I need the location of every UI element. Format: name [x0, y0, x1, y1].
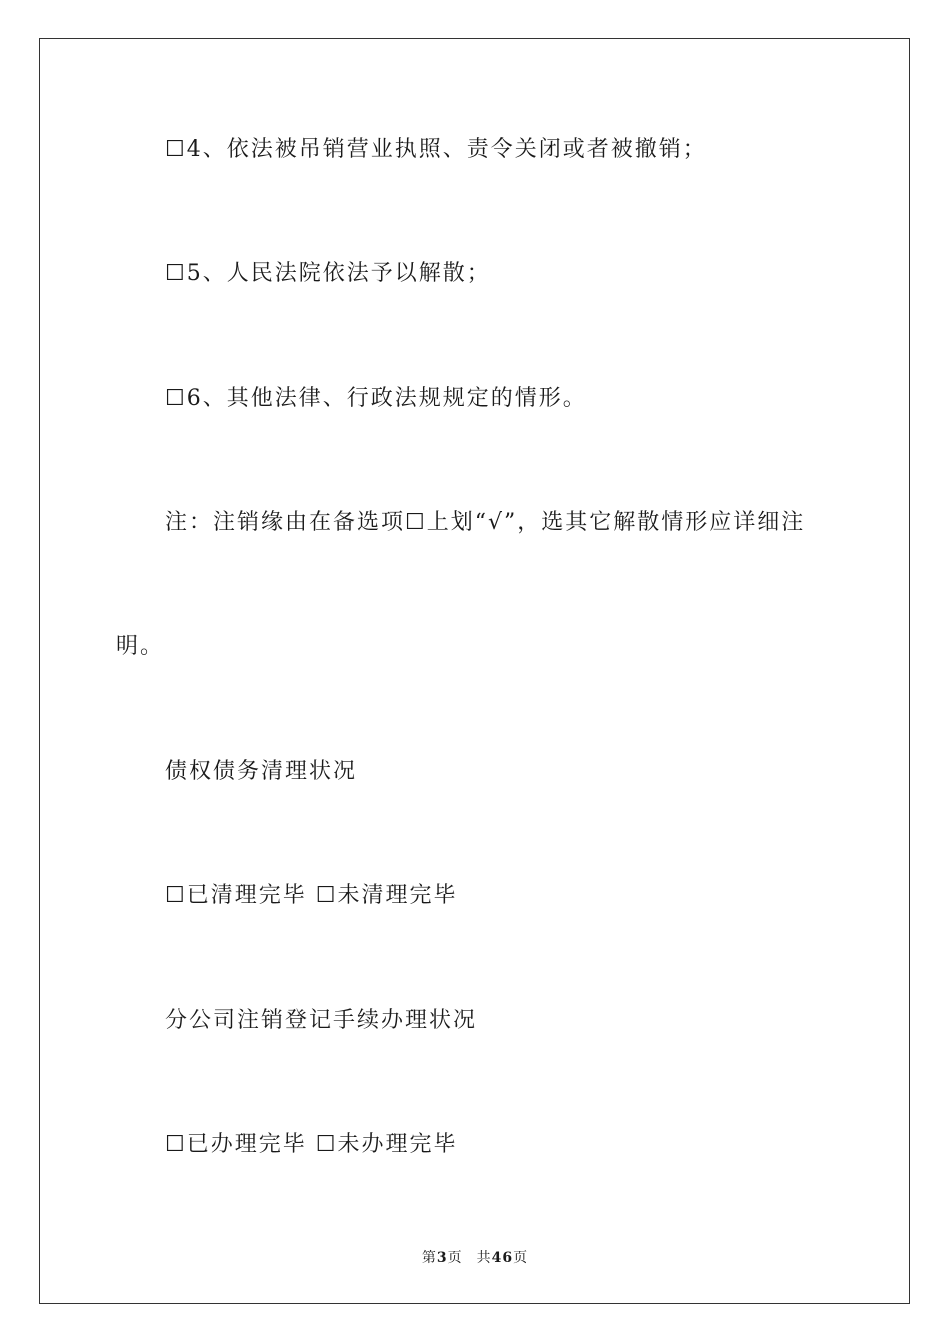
branch-deregistration-heading: 分公司注销登记手续办理状况 [165, 1008, 478, 1033]
footer-page-number: 3 [436, 1250, 448, 1266]
footer-total-pages: 46 [491, 1250, 514, 1266]
footer-total-prefix: 共 [476, 1250, 492, 1266]
note-text: 注：注销缘由在备选项☐上划“√”，选其它解散情形应详细注 [165, 510, 806, 535]
page-frame [39, 38, 910, 1304]
footer-page-prefix: 第 [421, 1250, 437, 1266]
cancellation-reason-item-5: ☐5、人民法院依法予以解散； [165, 261, 491, 286]
branch-deregistration-options: ☐已办理完毕 ☐未办理完毕 [165, 1132, 458, 1157]
debt-clearance-heading: 债权债务清理状况 [165, 759, 358, 784]
cancellation-reason-item-6: ☐6、其他法律、行政法规规定的情形。 [165, 386, 587, 411]
cancellation-reason-item-4: ☐4、依法被吊销营业执照、责令关闭或者被撤销； [165, 137, 707, 162]
footer-page-suffix: 页 [447, 1250, 463, 1266]
note-text-continued: 明。 [116, 634, 165, 659]
page-footer [0, 1247, 950, 1267]
footer-total-suffix: 页 [513, 1250, 529, 1266]
debt-clearance-options: ☐已清理完毕 ☐未清理完毕 [165, 883, 458, 908]
